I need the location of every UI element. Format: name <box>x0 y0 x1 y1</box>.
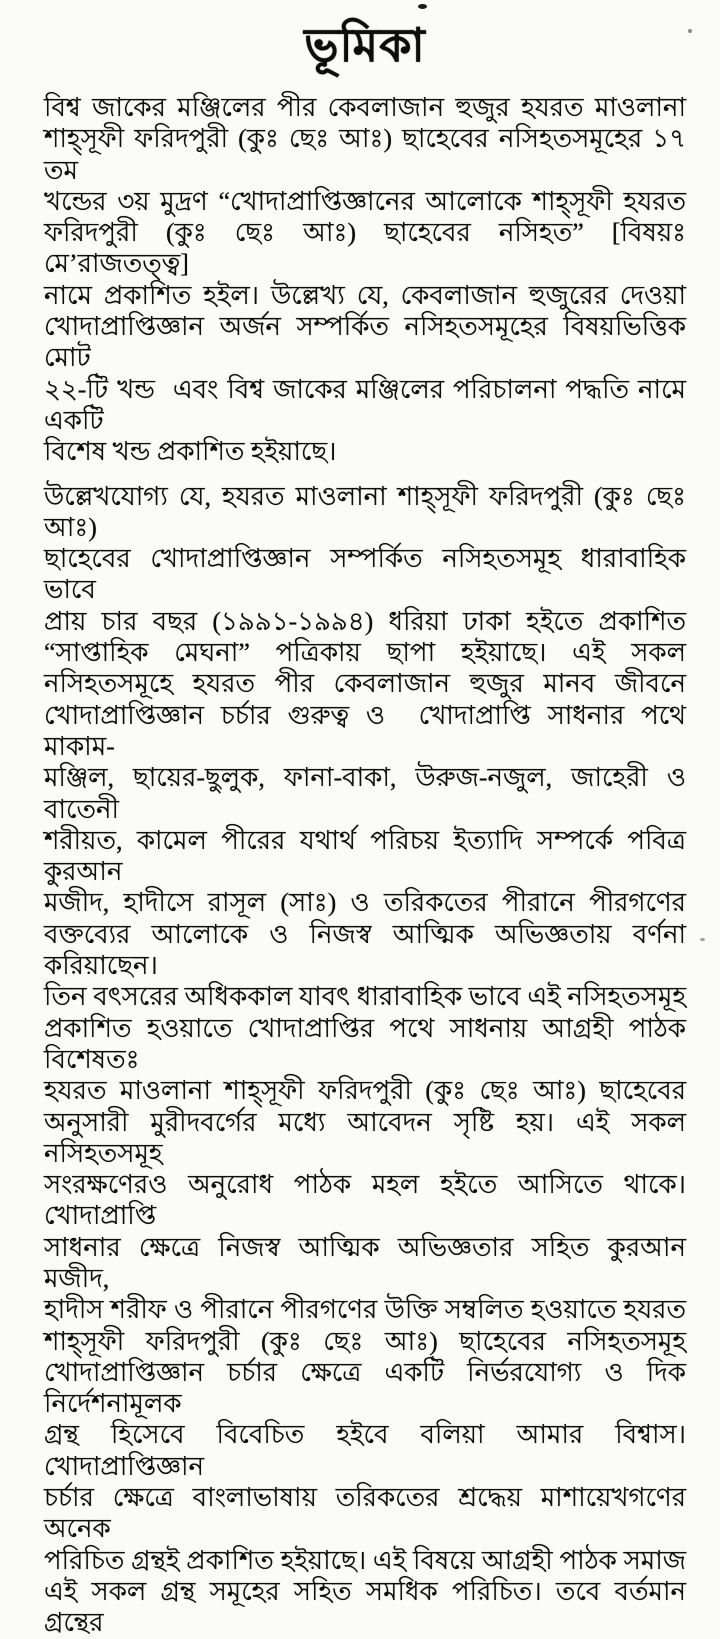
text-line: সংরক্ষণেরও অনুরোধ পাঠক মহল হইতে আসিতে থাকে। খোদাপ্রাপ্তি <box>44 1170 686 1231</box>
text-line: চর্চার ক্ষেত্রে বাংলাভাষায় তরিকতের শ্রদ্ধেয় মাশায়েখগণের অনেক <box>44 1483 686 1544</box>
text-line: খোদাপ্রাপ্তিজ্ঞান অর্জন সম্পর্কিত নসিহতসমূহের বিষয়ভিত্তিক মোট <box>44 312 686 373</box>
text-line: শাহ্‌সূফী ফরিদপুরী (কুঃ ছেঃ আঃ) ছাহেবের নসিহতসমূহ <box>44 1326 686 1356</box>
page-body <box>44 92 686 1639</box>
text-line: গ্রন্থ হিসেবে বিবেচিত হইবে বলিয়া আমার বিশ্বাস। খোদাপ্রাপ্তিজ্ঞান <box>44 1420 686 1481</box>
paragraph-1 <box>44 92 686 468</box>
text-line: শরীয়ত, কামেল পীরের যথার্থ পরিচয় ইত্যাদি সম্পর্কে পবিত্র কুরআন <box>44 825 686 887</box>
paragraph-2 <box>44 481 686 1639</box>
text-line: বিশেষ খন্ড প্রকাশিত হইয়াছে। <box>44 437 337 467</box>
text-line: প্রায় চার বছর (১৯৯১-১৯৯৪) ধরিয়া ঢাকা হইতে প্রকাশিত <box>44 606 686 636</box>
text-line: খোদাপ্রাপ্তিজ্ঞান চর্চার ক্ষেত্রে একটি নির্ভরযোগ্য ও দিক নির্দেশনামূলক <box>44 1357 686 1419</box>
text-line: মজীদ, হাদীসে রাসূল (সাঃ) ও তরিকতের পীরানে পীরগণের <box>44 888 686 918</box>
text-line: “সাপ্তাহিক মেঘনা” পত্রিকায় ছাপা হইয়াছে। এই সকল <box>44 638 686 668</box>
text-line: উল্লেখযোগ্য যে, হযরত মাওলানা শাহ্‌সূফী ফরিদপুরী (কুঃ ছেঃ আঃ) <box>44 481 686 542</box>
text-line: নসিহতসমূহে হযরত পীর কেবলাজান হুজুর মানব জীবনে <box>44 669 686 699</box>
text-line: ছাহেবের খোদাপ্রাপ্তিজ্ঞান সম্পর্কিত নসিহতসমূহ ধারাবাহিক ভাবে <box>44 544 686 605</box>
text-line: খোদাপ্রাপ্তিজ্ঞান চর্চার গুরুত্ব ও খোদাপ্রাপ্তি সাধনার পথে মাকাম- <box>44 700 686 761</box>
text-line: সাধনার ক্ষেত্রে নিজস্ব আত্মিক অভিজ্ঞতার সহিত কুরআন মজীদ, <box>44 1232 686 1293</box>
text-line: ২২-টি খন্ড এবং বিশ্ব জাকের মঞ্জিলের পরিচালনা পদ্ধতি নামে একটি <box>44 374 686 435</box>
text-line: মঞ্জিল, ছায়ের-ছুলুক, ফানা-বাকা, উরুজ-নজুল, জাহেরী ও বাতেনী <box>44 763 686 824</box>
scan-artifact <box>688 29 692 33</box>
text-line: পরিচিত গ্রন্থই প্রকাশিত হইয়াছে। এই বিষয়ে আগ্রহী পাঠক সমাজ <box>44 1545 686 1575</box>
text-line: খন্ডের ৩য় মুদ্রণ “খোদাপ্রাপ্তিজ্ঞানের আলোকে শাহ্‌সূফী হযরত <box>44 186 686 216</box>
text-line: অনুসারী মুরীদবর্গের মধ্যে আবেদন সৃষ্টি হয়। এই সকল নসিহতসমূহ <box>44 1107 686 1168</box>
text-line: বিশ্ব জাকের মঞ্জিলের পীর কেবলাজান হুজুর হযরত মাওলানা <box>44 93 686 122</box>
text-line: হাদীস শরীফ ও পীরানে পীরগণের উক্তি সম্বলিত হওয়াতে হযরত <box>44 1295 686 1325</box>
text-line: বক্তব্যের আলোকে ও নিজস্ব আত্মিক অভিজ্ঞতায় বর্ণনা করিয়াছেন। <box>44 919 686 981</box>
scan-artifact <box>418 4 427 9</box>
page-title: ভূমিকা <box>304 20 426 71</box>
text-line: এই সকল গ্রন্থ সমূহের সহিত সমধিক পরিচিত। তবে বর্তমান গ্রন্থের <box>44 1576 686 1638</box>
text-line: প্রকাশিত হওয়াতে খোদাপ্রাপ্তির পথে সাধনায় আগ্রহী পাঠক বিশেষতঃ <box>44 1013 686 1074</box>
text-line: হযরত মাওলানা শাহ্‌সূফী ফরিদপুরী (কুঃ ছেঃ আঃ) ছাহেবের <box>44 1076 686 1106</box>
text-line: নামে প্রকাশিত হইল। উল্লেখ্য যে, কেবলাজান হুজুরের দেওয়া <box>44 280 686 310</box>
text-line: তিন বৎসরের অধিককাল যাবৎ ধারাবাহিক ভাবে এই নসিহতসমূহ <box>44 982 686 1012</box>
text-line: ফরিদপুরী (কুঃ ছেঃ আঃ) ছাহেবের নসিহত” [বিষয়ঃ মে’রাজতত্ত্ব] <box>44 218 686 279</box>
scan-artifact <box>700 938 705 941</box>
text-line: শাহ্‌সূফী ফরিদপুরী (কুঃ ছেঃ আঃ) ছাহেবের নসিহতসমূহের ১৭ তম <box>44 124 686 185</box>
